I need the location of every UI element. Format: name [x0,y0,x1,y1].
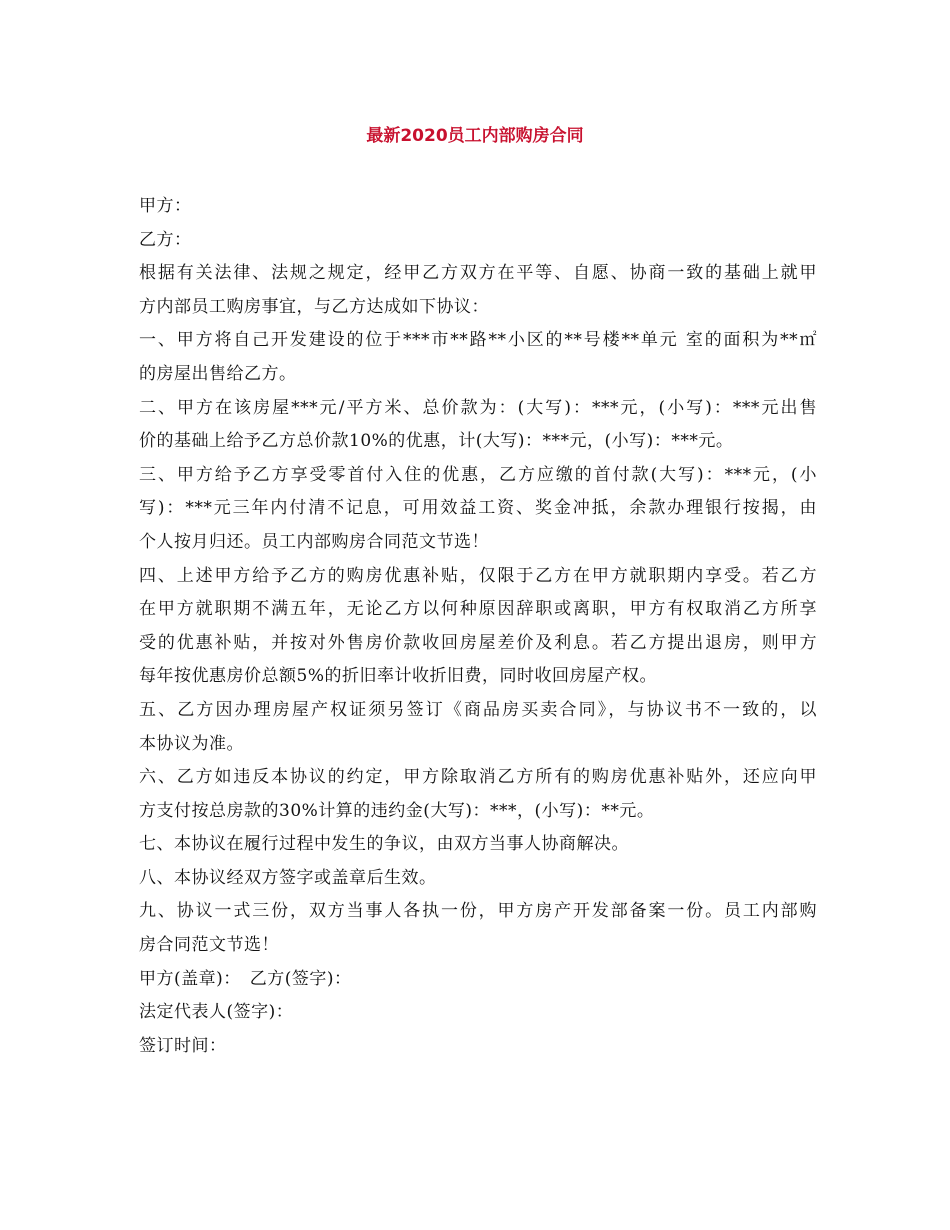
clause-5-line: 五、乙方因办理房屋产权证须另签订《商品房买卖合同》，与协议书不一致的，以 [139,699,817,720]
preamble-line: 方内部员工购房事宜，与乙方达成如下协议： [139,296,489,317]
party-b-line: 乙方： [139,229,192,250]
clause-6-line: 六、乙方如违反本协议的约定，甲方除取消乙方所有的购房优惠补贴外，还应向甲 [139,767,817,788]
clause-2-line: 二、甲方在该房屋***元/平方米、总价款为：(大写)：***元，(小写)：***元出售 [139,397,817,418]
clause-6-line: 方支付按总房款的30%计算的违约金(大写)：***，(小写)：**元。 [139,800,655,821]
document-title: 最新2020员工内部购房合同 [366,126,584,146]
clause-4-line: 受的优惠补贴，并按对外售房价款收回房屋差价及利息。若乙方提出退房，则甲方 [139,632,817,653]
clause-3-line: 三、甲方给予乙方享受零首付入住的优惠，乙方应缴的首付款(大写)：***元，(小 [139,464,817,485]
contract-body [139,190,817,1063]
clause-2-line: 价的基础上给予乙方总价款10%的优惠，计(大写)：***元，(小写)：***元。 [139,431,734,452]
clause-7-line: 七、本协议在履行过程中发生的争议，由双方当事人协商解决。 [139,834,629,855]
party-a-line: 甲方： [139,196,192,216]
clause-1-line: 一、甲方将自己开发建设的位于***市**路**小区的**号楼**单元 室的面积为**㎡ [139,330,817,351]
signing-date-line: 签订时间： [139,1035,227,1056]
clause-5-line: 本协议为准。 [139,733,244,754]
clause-9-line: 九、协议一式三份，双方当事人各执一份，甲方房产开发部备案一份。员工内部购 [139,901,817,922]
clause-4-line: 四、上述甲方给予乙方的购房优惠补贴，仅限于乙方在甲方就职期内享受。若乙方 [139,565,817,586]
preamble-line: 根据有关法律、法规之规定，经甲乙方双方在平等、自愿、协商一致的基础上就甲 [139,263,817,284]
clause-1-line: 的房屋出售给乙方。 [139,363,297,384]
clause-9-line: 房合同范文节选！ [139,935,279,956]
clause-4-line: 每年按优惠房价总额5%的折旧率计收折旧费，同时收回房屋产权。 [139,666,657,687]
signature-parties-line: 甲方(盖章)： 乙方(签字)： [139,968,352,989]
clause-8-line: 八、本协议经双方签字或盖章后生效。 [139,867,437,888]
clause-3-line: 写)：***元三年内付清不记息，可用效益工资、奖金冲抵，余款办理银行按揭，由 [139,498,817,519]
clause-3-line: 个人按月归还。员工内部购房合同范文节选！ [139,531,489,552]
legal-representative-line: 法定代表人(签字)： [139,1002,294,1023]
clause-4-line: 在甲方就职期不满五年，无论乙方以何种原因辞职或离职，甲方有权取消乙方所享 [139,599,817,620]
